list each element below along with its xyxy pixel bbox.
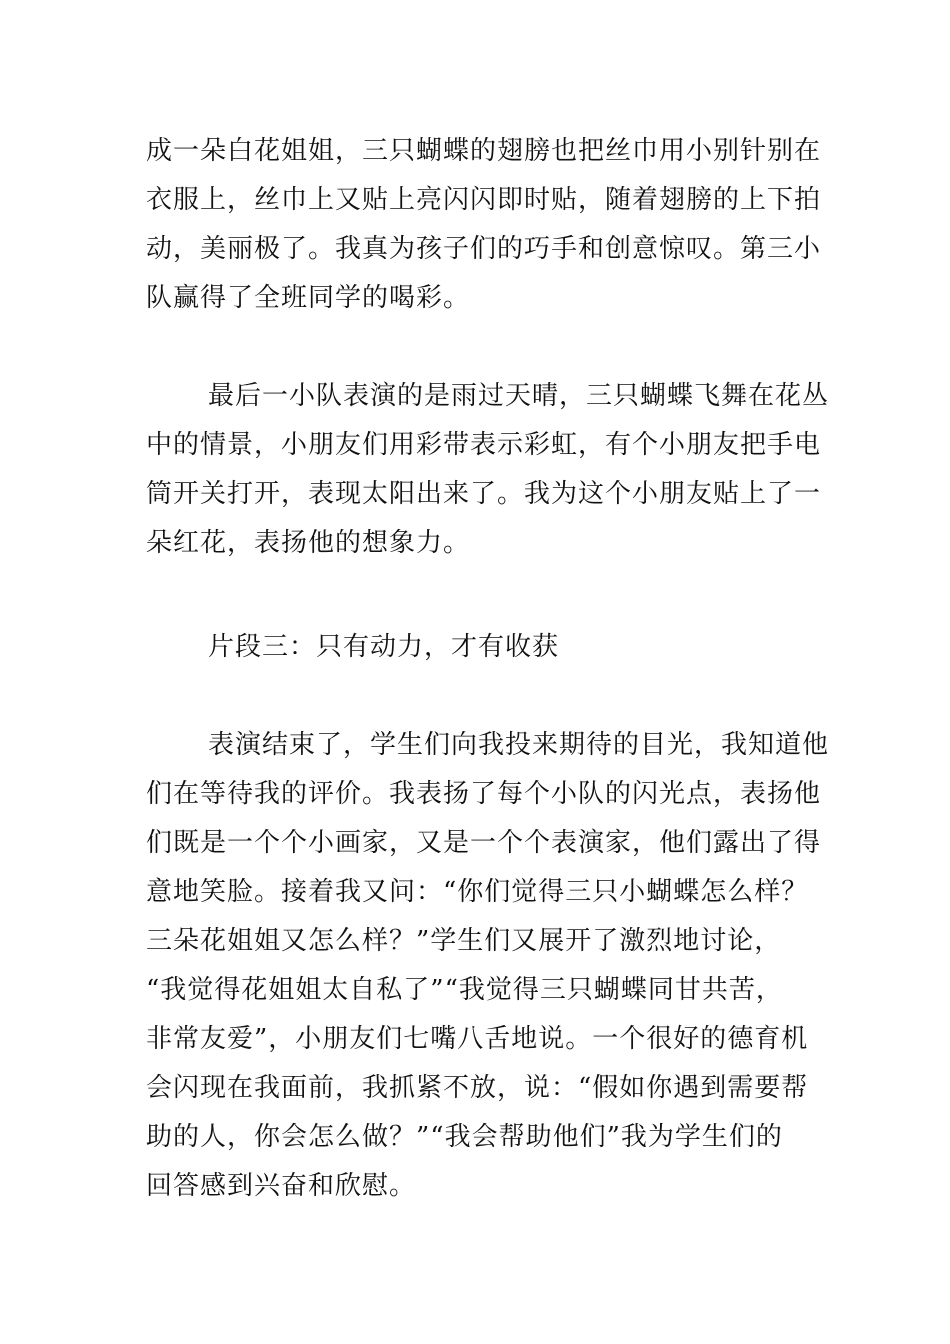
paragraph-evaluation bbox=[146, 721, 830, 1211]
text-line: 回答感到兴奋和欣慰。 bbox=[146, 1171, 417, 1201]
text-line: 队赢得了全班同学的喝彩。 bbox=[146, 283, 471, 313]
text-line: 成一朵白花姐姐，三只蝴蝶的翅膀也把丝巾用小别针别在 bbox=[146, 136, 822, 166]
text-line: 动，美丽极了。我真为孩子们的巧手和创意惊叹。第三小 bbox=[146, 234, 822, 264]
text-line: 筒开关打开，表现太阳出来了。我为这个小朋友贴上了一 bbox=[146, 479, 822, 509]
text-line: 表演结束了，学生们向我投来期待的目光，我知道他 bbox=[208, 730, 830, 760]
text-line: 们在等待我的评价。我表扬了每个小队的闪光点，表扬他 bbox=[146, 779, 822, 809]
text-line: 三朵花姐姐又怎么样？”学生们又展开了激烈地讨论， bbox=[146, 926, 782, 956]
text-line: 非常友爱”，小朋友们七嘴八舌地说。一个很好的德育机 bbox=[146, 1024, 809, 1054]
text-line: “我觉得花姐姐太自私了”“我觉得三只蝴蝶同甘共苦， bbox=[146, 975, 783, 1005]
paragraph-continuation bbox=[146, 127, 822, 323]
text-line: 意地笑脸。接着我又问：“你们觉得三只小蝴蝶怎么样？ bbox=[146, 877, 809, 907]
text-line: 朵红花，表扬他的想象力。 bbox=[146, 528, 471, 558]
text-line: 中的情景，小朋友们用彩带表示彩虹，有个小朋友把手电 bbox=[146, 430, 822, 460]
text-line: 们既是一个个小画家，又是一个个表演家，他们露出了得 bbox=[146, 828, 822, 858]
text-line: 会闪现在我面前，我抓紧不放，说：“假如你遇到需要帮 bbox=[146, 1073, 809, 1103]
text-line: 助的人，你会怎么做？”“我会帮助他们”我为学生们的 bbox=[146, 1122, 783, 1152]
heading-line: 片段三：只有动力，才有收获 bbox=[208, 632, 560, 662]
text-line: 最后一小队表演的是雨过天晴，三只蝴蝶飞舞在花丛 bbox=[208, 381, 830, 411]
paragraph-last-team bbox=[146, 372, 830, 568]
text-line: 衣服上，丝巾上又贴上亮闪闪即时贴，随着翅膀的上下拍 bbox=[146, 185, 822, 215]
section-heading bbox=[146, 623, 808, 672]
